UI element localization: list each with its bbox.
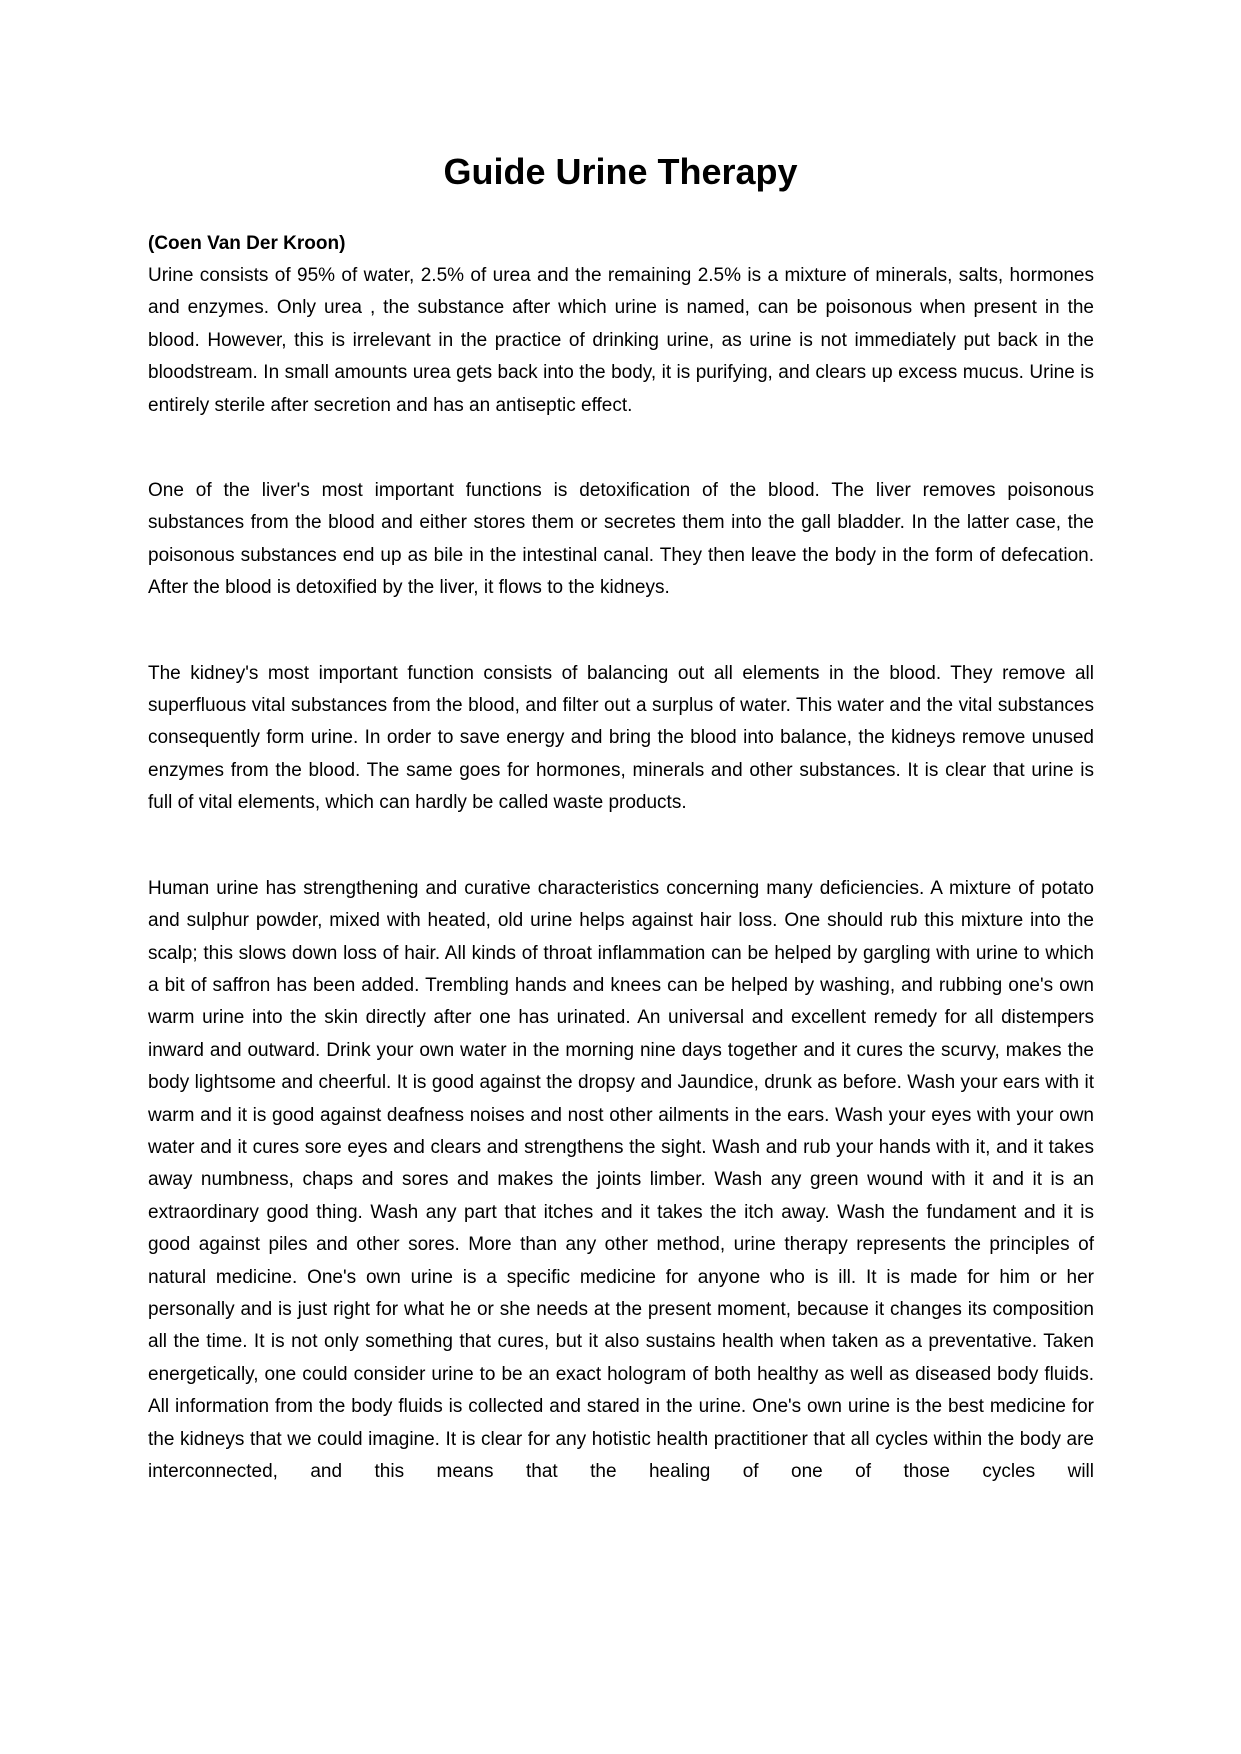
paragraph-urine-composition: Urine consists of 95% of water, 2.5% of urea and the remaining 2.5% is a mixture of minerals, salts, hormones and enzymes. Only urea , the substance after which urine is named, can be poisonous when present in the blood. However, this is irrelevant in the practice of drinking urine, as urine is not immediately put back in the bloodstream. In small amounts urea gets back into the body, it is purifying, and clears up excess mucus. Urine is entirely sterile after secretion and has an antiseptic effect. [148,265,1094,416]
paragraph-kidney-function: The kidney's most important function consists of balancing out all elements in the blood. They remove all superfluous vital substances from the blood, and filter out a surplus of water. This water and the vital substances consequently form urine. In order to save energy and bring the blood into balance, the kidneys remove unused enzymes from the blood. The same goes for hormones, minerals and other substances. It is clear that urine is full of vital elements, which can hardly be called waste products. [148,662,1094,814]
page-title: Guide Urine Therapy [443,151,798,192]
document-body [148,228,1094,1488]
paragraph-liver-function: One of the liver's most important functions is detoxification of the blood. The liver removes poisonous substances from the blood and either stores them or secretes them into the gall bladder. In the latter case, the poisonous substances end up as bile in the intestinal canal. They then leave the body in the form of defecation. After the blood is detoxified by the liver, it flows to the kidneys. [148,480,1094,599]
author-line: (Coen Van Der Kroon) [148,233,346,254]
paragraph-curative-characteristics: Human urine has strengthening and curative characteristics concerning many deficiencies. A mixture of potato and sulphur powder, mixed with heated, old urine helps against hair loss. One should rub this mixture into the scalp; this slows down loss of hair. All kinds of throat inflammation can be helped by gargling with urine to which a bit of saffron has been added. Trembling hands and knees can be helped by washing, and rubbing one's own warm urine into the skin directly after one has urinated. An universal and excellent remedy for all distempers inward and outward. Drink your own water in the morning nine days together and it cures the scurvy, makes the body lightsome and cheerful. It is good against the dropsy and Jaundice, drunk as before. Wash your ears with it warm and it is good against deafness noises and nost other ailments in the ears. Wash your eyes with your own water and it cures sore eyes and clears and strengthens the sight. Wash and rub your hands with it, and it takes away numbness, chaps and sores and makes the joints limber. Wash any green wound with it and it is an extraordinary good thing. Wash any part that itches and it takes the itch away. Wash the fundament and it is good against piles and other sores. More than any other method, urine therapy represents the principles of natural medicine. One's own urine is a specific medicine for anyone who is ill. It is made for him or her personally and is just right for what he or she needs at the present moment, because it changes its composition all the time. It is not only something that cures, but it also sustains health when taken as a preventative. Taken energetically, one could consider urine to be an exact hologram of both healthy as well as diseased body fluids. All information from the body fluids is collected and stared in the urine. One's own urine is the best medicine for the kidneys that we could imagine. It is clear for any hotistic health practitioner that all cycles within the body are interconnected, and this means that the healing of one of those cycles will [148,877,1094,1482]
